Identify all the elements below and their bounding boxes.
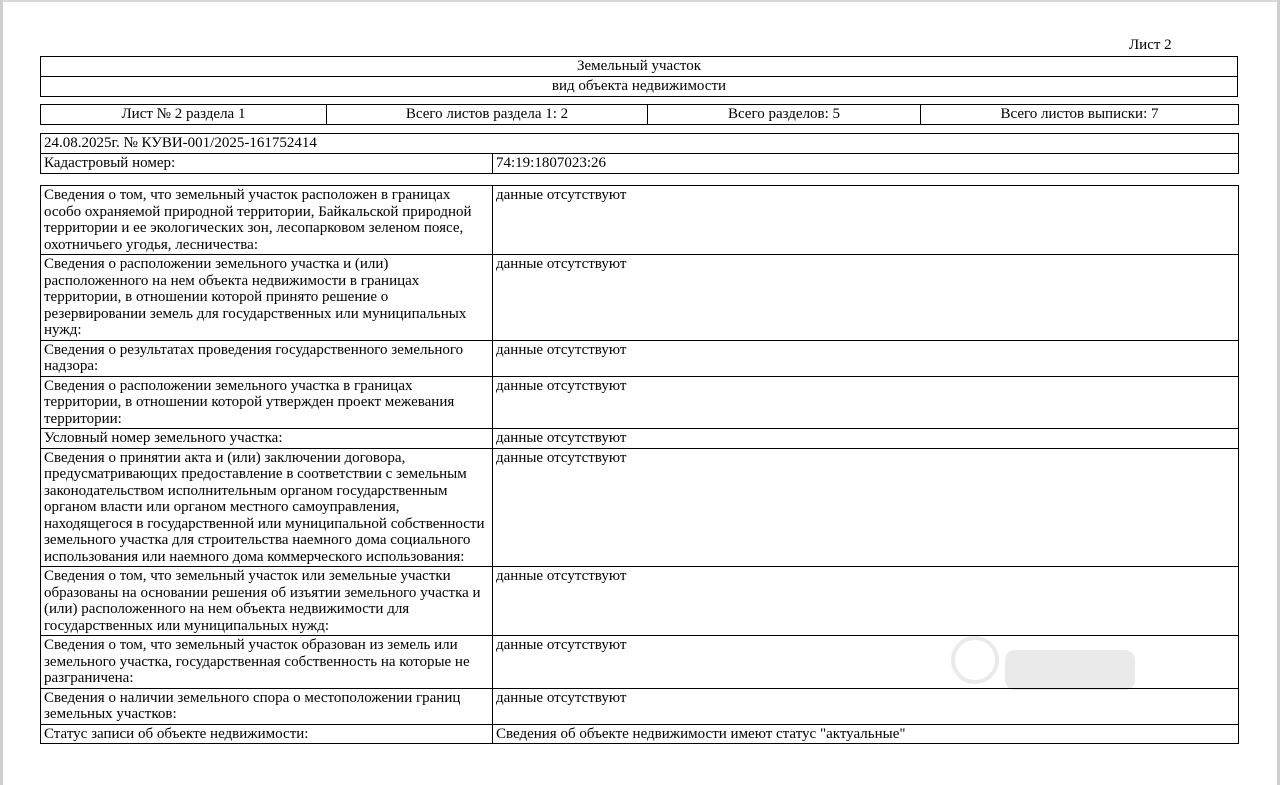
row-value: данные отсутствуют [493,340,1239,376]
table-row [41,688,1239,724]
table-row [41,340,1239,376]
object-type: Земельный участок [41,57,1238,77]
row-value: данные отсутствуют [493,448,1239,567]
object-header-table [40,56,1238,97]
page-edge-left [0,0,3,785]
table-row [41,567,1239,636]
row-label: Сведения о принятии акта и (или) заключении договора, предусматривающих предоставление в соответствии с земельным законодательством исполнительным органом государственным органом власти или органом местного самоуправления, находящегося в государственной или муниципальной собственности земельного участка для строительства наемного дома социального использования или наемного дома коммерческого использования: [41,448,493,567]
row-label: Сведения о том, что земельный участок или земельные участки образованы на основании решения об изъятии земельного участка и (или) расположенного на нем объекта недвижимости для государственных или муниципальных нужд: [41,567,493,636]
row-label: Статус записи об объекте недвижимости: [41,724,493,744]
row-label: Сведения о том, что земельный участок образован из земель или земельного участка, государственная собственность на которые не разграничена: [41,636,493,689]
table-row [41,376,1239,429]
sheet-label: Лист 2 [1129,37,1172,53]
total-sheets-section: Всего листов раздела 1: 2 [327,105,648,125]
table-row [41,186,1239,255]
cadastral-number-label: Кадастровый номер: [41,154,493,174]
sheet-info-table [40,104,1239,125]
row-value: данные отсутствуют [493,186,1239,255]
document-id-table [40,133,1239,174]
row-value: данные отсутствуют [493,636,1239,689]
table-row [41,448,1239,567]
row-label: Сведения о том, что земельный участок расположен в границах особо охраняемой природной территории, Байкальской природной территории и ее экологических зон, лесопарковом зеленом поясе, охотничьего угодья, лесничества: [41,186,493,255]
total-sections: Всего разделов: 5 [648,105,921,125]
row-value: Сведения об объекте недвижимости имеют статус "актуальные" [493,724,1239,744]
row-value: данные отсутствуют [493,255,1239,341]
table-row [41,724,1239,744]
row-label: Сведения о наличии земельного спора о местоположении границ земельных участков: [41,688,493,724]
row-label: Условный номер земельного участка: [41,429,493,449]
row-label: Сведения о расположении земельного участка в границах территории, в отношении которой утвержден проект межевания территории: [41,376,493,429]
row-label: Сведения о расположении земельного участка и (или) расположенного на нем объекта недвижимости в границах территории, в отношении которой принято решение о резервировании земель для государственных или муниципальных нужд: [41,255,493,341]
row-value: данные отсутствуют [493,429,1239,449]
row-label: Сведения о результатах проведения государственного земельного надзора: [41,340,493,376]
table-row [41,636,1239,689]
table-row [41,429,1239,449]
page-edge-top [0,0,1280,2]
row-value: данные отсутствуют [493,376,1239,429]
row-value: данные отсутствуют [493,567,1239,636]
sheet-of-section: Лист № 2 раздела 1 [41,105,327,125]
land-plot-details-table [40,185,1239,744]
document-date-number: 24.08.2025г. № КУВИ-001/2025-161752414 [41,134,1239,154]
row-value: данные отсутствуют [493,688,1239,724]
table-row [41,255,1239,341]
total-sheets-extract: Всего листов выписки: 7 [921,105,1239,125]
object-kind: вид объекта недвижимости [41,77,1238,97]
cadastral-number-value: 74:19:1807023:26 [493,154,1239,174]
